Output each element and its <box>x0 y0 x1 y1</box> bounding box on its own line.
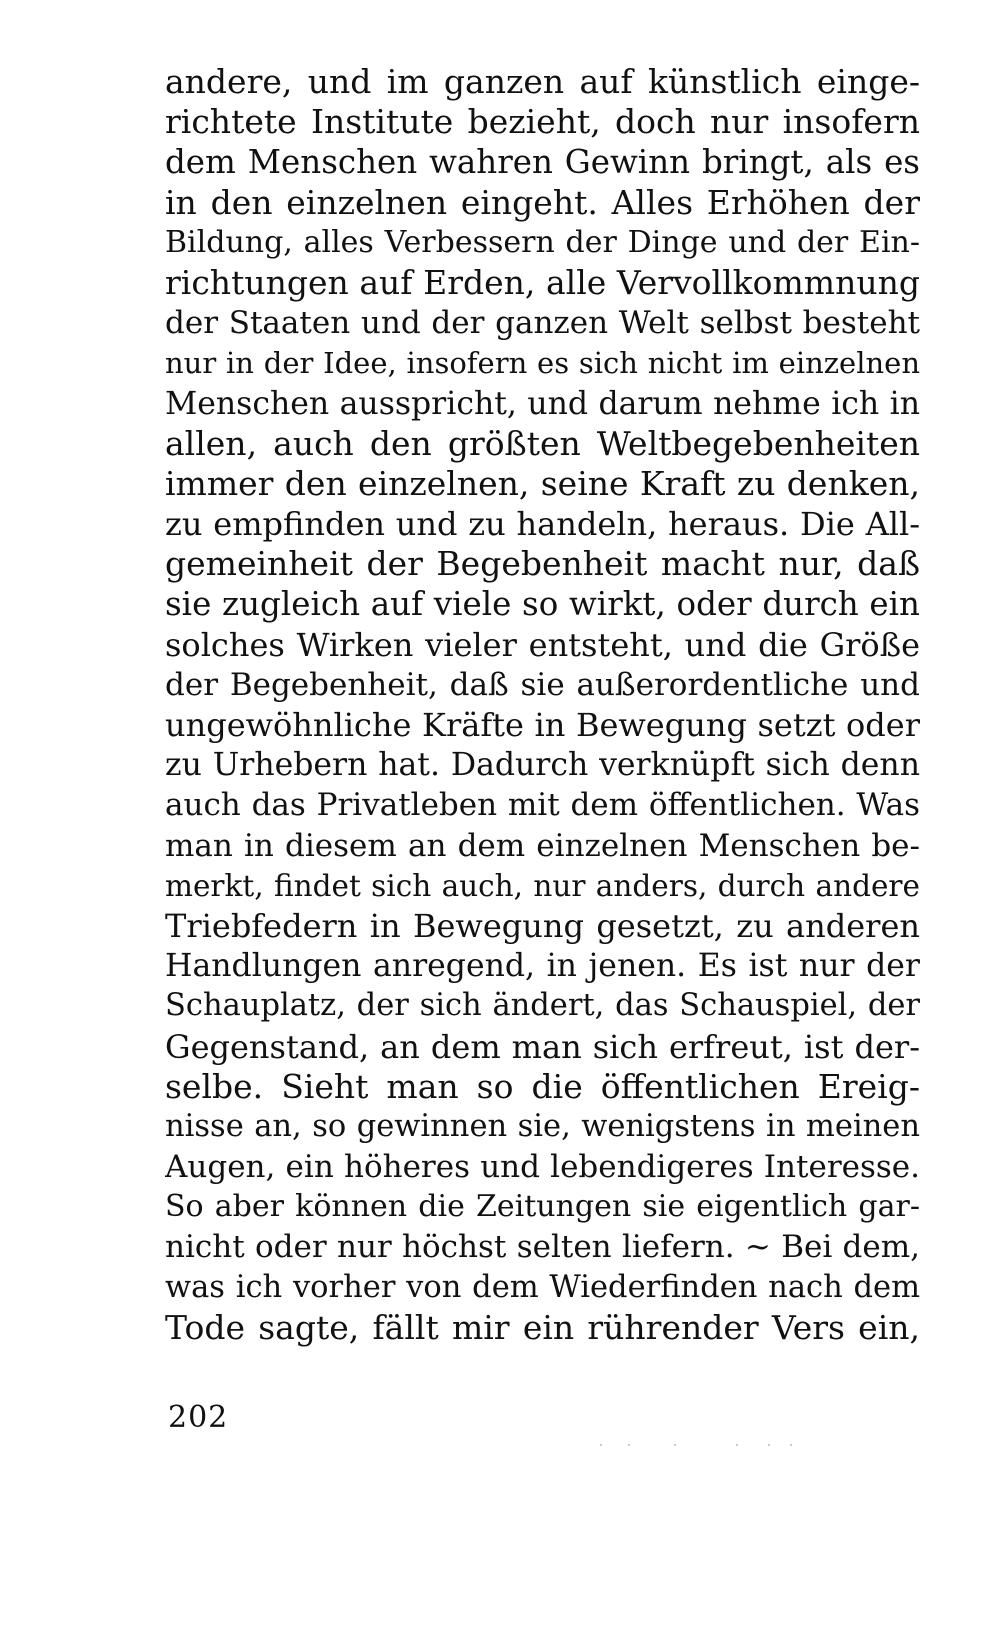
scan-specks <box>600 1444 800 1450</box>
text-line: nicht oder nur höchst selten liefern. ~ Bei dem, <box>165 1229 920 1266</box>
text-line: richtete Institute bezieht, doch nur insofern <box>165 102 920 142</box>
text-line: andere, und im ganzen auf künstlich einge- <box>165 62 920 101</box>
text-line: in den einzelnen eingeht. Alles Erhöhen der <box>165 182 920 222</box>
text-line: Tode sagte, fällt mir ein rührender Vers ein, <box>165 1307 920 1347</box>
text-line: der Begebenheit, daß sie außerordentliche und <box>165 666 920 703</box>
speck <box>736 1444 738 1446</box>
text-line: richtungen auf Erden, alle Vervollkommnung <box>165 262 920 302</box>
speck <box>790 1444 792 1446</box>
text-line: Gegenstand, an dem man sich erfreut, ist der- <box>165 1027 920 1066</box>
text-line: was ich vorher von dem Wiederfinden nach dem <box>165 1269 920 1305</box>
text-line: immer den einzelnen, seine Kraft zu denken, <box>165 463 920 503</box>
text-line: So aber können die Zeitungen sie eigentlich gar- <box>165 1189 920 1225</box>
speck <box>600 1444 602 1446</box>
text-line: allen, auch den größten Weltbegebenheiten <box>165 423 920 463</box>
speck <box>628 1444 630 1446</box>
text-line: Augen, ein höheres und lebendigeres Interesse. <box>165 1149 920 1186</box>
text-line: Triebfedern in Bewegung gesetzt, zu anderen <box>165 906 920 945</box>
text-line: nur in der Idee, insofern es sich nicht im einzelnen <box>165 346 920 381</box>
body-text <box>165 62 920 1348</box>
speck <box>768 1444 770 1446</box>
text-line: auch das Privatleben mit dem öffentlichen. Was <box>165 787 920 824</box>
text-line: zu Urhebern hat. Dadurch verknüpft sich denn <box>165 747 920 784</box>
speck <box>674 1444 676 1446</box>
text-line: gemeinheit der Begebenheit macht nur, daß <box>165 544 920 584</box>
text-line: Handlungen anregend, in jenen. Es ist nur der <box>165 948 920 985</box>
text-line: selbe. Sieht man so die öffentlichen Ereig- <box>165 1066 920 1106</box>
text-line: ungewöhnliche Kräfte in Bewegung setzt oder <box>165 706 920 744</box>
text-line: zu empfinden und zu handeln, heraus. Die All- <box>165 505 920 544</box>
text-line: man in diesem an dem einzelnen Menschen be- <box>165 827 920 864</box>
text-line: sie zugleich auf viele so wirkt, oder durch ein <box>165 585 920 624</box>
text-line: Bildung, alles Verbessern der Dinge und der Ein- <box>165 224 920 260</box>
text-line: merkt, findet sich auch, nur anders, durch andere <box>165 868 920 903</box>
text-line: solches Wirken vieler entsteht, und die Größe <box>165 625 920 664</box>
text-line: nisse an, so gewinnen sie, wenigstens in meinen <box>165 1108 920 1144</box>
text-line: dem Menschen wahren Gewinn bringt, als es <box>165 143 920 182</box>
text-line: der Staaten und der ganzen Welt selbst besteht <box>165 305 920 342</box>
text-line: Schauplatz, der sich ändert, das Schauspiel, der <box>165 988 920 1024</box>
page-number: 202 <box>168 1400 229 1435</box>
text-line: Menschen ausspricht, und darum nehme ich in <box>165 385 920 422</box>
